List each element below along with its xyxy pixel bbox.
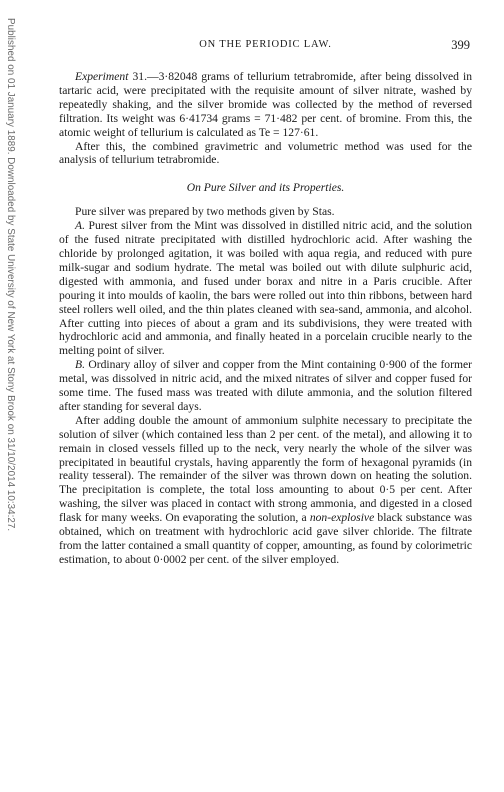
page-number: 399 bbox=[451, 38, 470, 52]
method-a-label: A. bbox=[75, 219, 85, 233]
stas-paragraph: Pure silver was prepared by two methods given by Stas. bbox=[75, 205, 335, 219]
running-title: ON THE PERIODIC LAW. bbox=[199, 39, 332, 50]
ammonium-sulphite-paragraph bbox=[59, 414, 472, 567]
download-provenance-text: Published on 01 January 1889. Downloaded by State University of New York at Stony Brook on 31/10/2014 10:34:27. bbox=[5, 18, 16, 532]
journal-page bbox=[59, 38, 472, 567]
method-b-body: Ordinary alloy of silver and copper from the Mint containing 0·900 of the former metal, was dissolved in nitric acid, and the mixed nitrates of silver and copper fused for some time. The fused mass was treated with dilute ammonia, and the solution filtered after standing for several days. bbox=[59, 358, 472, 413]
non-explosive-emphasis: non-explosive bbox=[309, 511, 375, 525]
experiment-number: 31.— bbox=[128, 70, 159, 83]
method-b-paragraph bbox=[59, 358, 472, 414]
download-provenance-note bbox=[0, 0, 18, 792]
experiment-label: Experiment bbox=[75, 70, 129, 83]
method-b-label: B. bbox=[75, 358, 85, 372]
section-heading: On Pure Silver and its Properties. bbox=[186, 181, 345, 195]
running-header bbox=[59, 38, 472, 58]
experiment-body: 3·82048 grams of tellurium tetrabromide, after being dissolved in tartaric acid, were precipitated with the requisite amount of silver nitrate, washed by repeatedly shaking, and the silver bromide was collected by the method of reversed filtration. Its weight was 6·41734 grams = 71·482 per cent. of bromine. From this, the atomic weight of tellurium is calculated as Te = 127·61. bbox=[59, 70, 473, 139]
method-a-body: Purest silver from the Mint was dissolved in distilled nitric acid, and the solution of the fused nitrate precipitated with distilled hydrochloric acid. After washing the chloride by prolonged agitation, it was boiled with aqua regia, and reduced with pure milk-sugar and sodium hydrate. The metal was boiled out with dilute sulphuric acid, digested with ammonia, and fused under borax and nitre in a Paris crucible. After pouring it into moulds of kaolin, the bars were rolled out into thin ribbons, between hard steel rollers well oiled, and the thin plates cleaned with sea-sand, ammonia, and alcohol. After cutting into pieces of about a gram and its subdivisions, they were treated with hydrochloric acid and ammonia, and finally heated in a porcelain crucible nearly to the melting point of silver. bbox=[59, 219, 472, 358]
method-a-paragraph bbox=[59, 219, 472, 358]
final-paragraph-part2: black substance was obtained, which on treatment with hydrochloric acid gave silver chloride. The filtrate from the latter contained a small quantity of copper, amounting, as found by colorimetric estimation, to about 0·0002 per cent. of the silver employed. bbox=[59, 511, 472, 566]
final-paragraph-part1: After adding double the amount of ammonium sulphite necessary to precipitate the solution of silver (which contained less than 2 per cent. of the metal), and allowing it to remain in closed vessels filled up to the neck, very nearly the whole of the silver was precipitated in beautiful crystals, having apparently the form of hexagonal pyramids (in reality tesseral). The remainder of the silver was thrown down on heating the solution. The precipitation is complete, the total loss amounting to about 0·5 per cent. After washing, the silver was placed in contact with strong ammonia, and digested in a closed flask for many weeks. On evaporating the solution, a bbox=[59, 413, 472, 525]
experiment-31-paragraph bbox=[59, 70, 472, 140]
combined-method-paragraph: After this, the combined gravimetric and volumetric method was used for the analysis of tellurium tetrabromide. bbox=[59, 139, 472, 167]
